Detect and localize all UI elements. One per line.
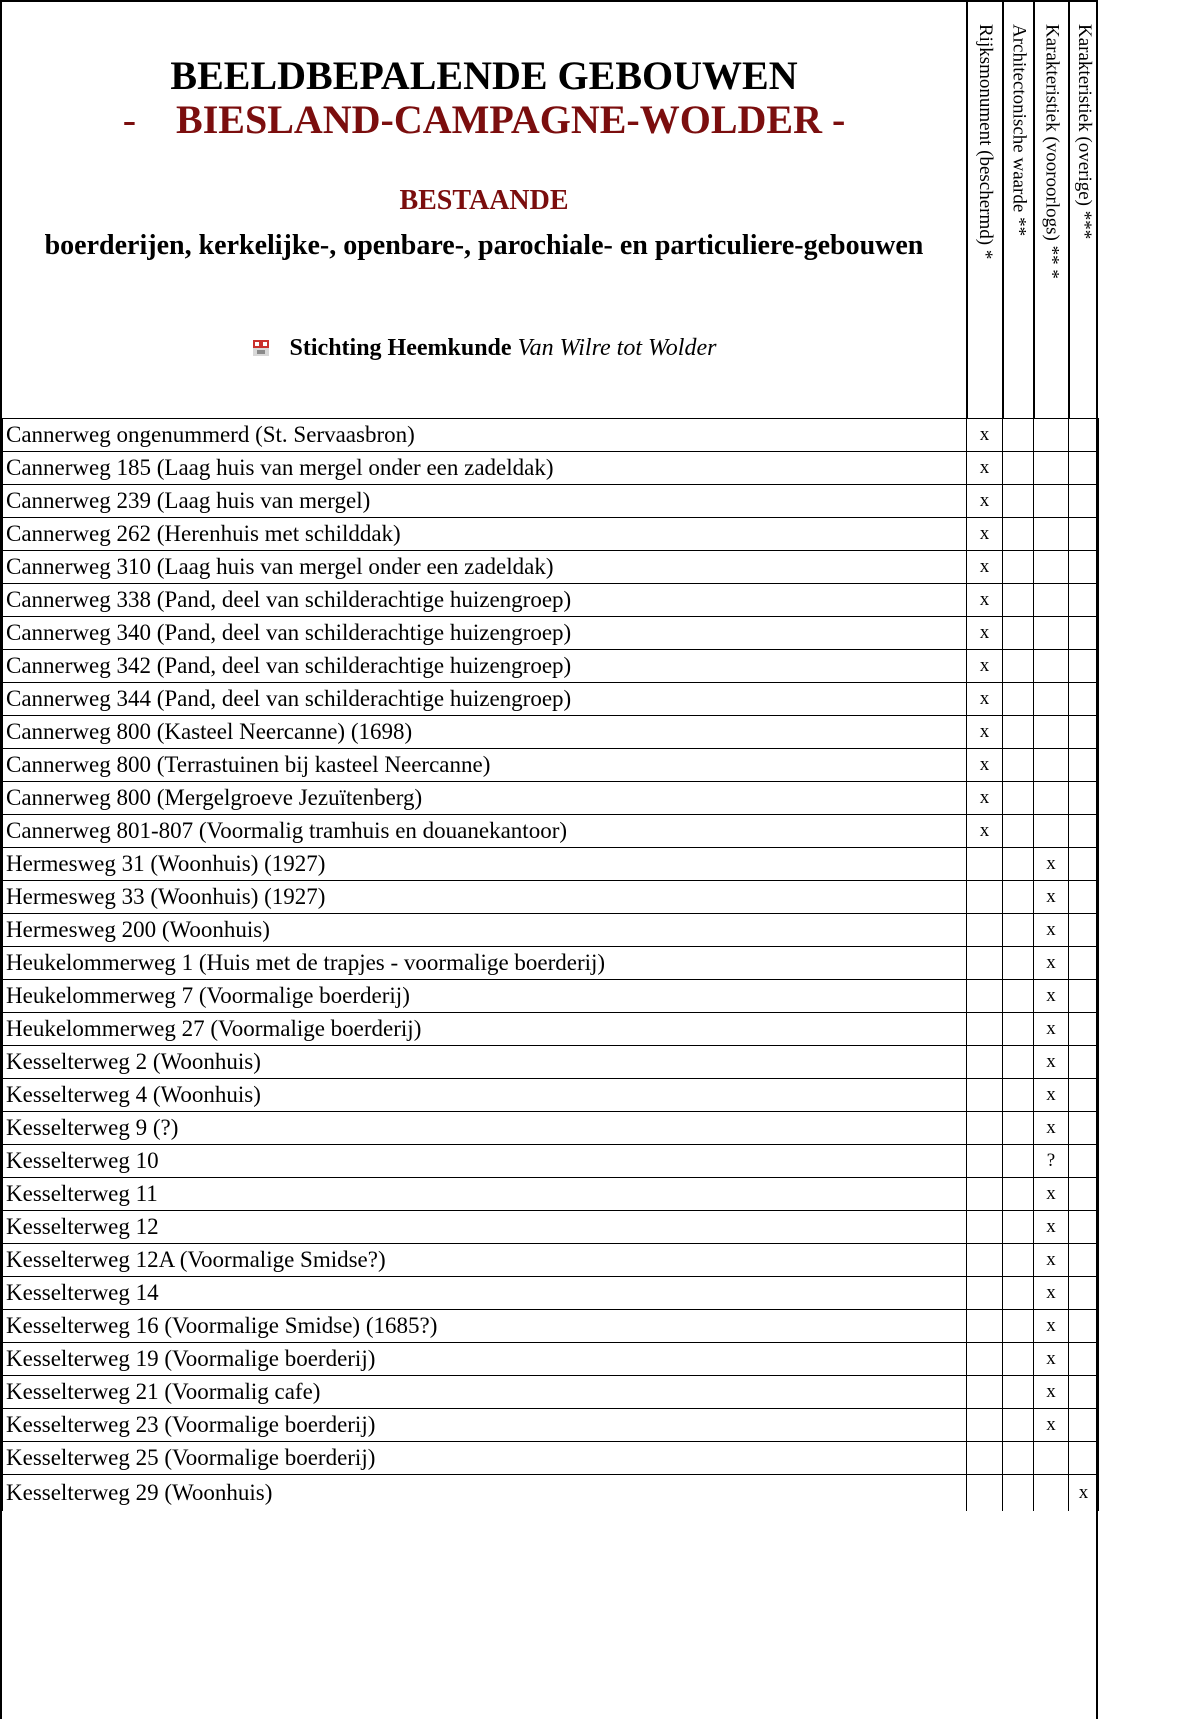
table-row — [3, 782, 1099, 815]
mark-cell-col1 — [967, 1475, 1003, 1512]
building-name-cell: Cannerweg 800 (Kasteel Neercanne) (1698) — [3, 716, 967, 749]
mark-cell-col4 — [1069, 518, 1099, 551]
building-types: boerderijen, kerkelijke-, openbare-, parochiale- en particuliere-gebouwen — [44, 230, 924, 261]
mark-cell-col3 — [1034, 617, 1069, 650]
mark-cell-col3: x — [1034, 914, 1069, 947]
mark-cell-col1 — [967, 947, 1003, 980]
table-row — [3, 1112, 1099, 1145]
building-name-cell: Kesselterweg 10 — [3, 1145, 967, 1178]
mark-cell-col3 — [1034, 782, 1069, 815]
mark-cell-col4 — [1069, 1079, 1099, 1112]
mark-cell-col4 — [1069, 683, 1099, 716]
mark-cell-col4 — [1069, 1376, 1099, 1409]
table-row — [3, 1343, 1099, 1376]
mark-cell-col3 — [1034, 1442, 1069, 1475]
building-name-cell: Kesselterweg 29 (Woonhuis) — [3, 1475, 967, 1512]
mark-cell-col4 — [1069, 716, 1099, 749]
mark-cell-col3 — [1034, 419, 1069, 452]
page-subtitle-area — [2, 96, 966, 143]
table-row — [3, 551, 1099, 584]
mark-cell-col2 — [1003, 782, 1034, 815]
mark-cell-col1: x — [967, 782, 1003, 815]
mark-cell-col2 — [1003, 1211, 1034, 1244]
building-name-cell: Kesselterweg 21 (Voormalig cafe) — [3, 1376, 967, 1409]
mark-cell-col4 — [1069, 848, 1099, 881]
table-row — [3, 650, 1099, 683]
mark-cell-col4 — [1069, 947, 1099, 980]
building-name-cell: Cannerweg 801-807 (Voormalig tramhuis en douanekantoor) — [3, 815, 967, 848]
mark-cell-col2 — [1003, 1013, 1034, 1046]
building-name-cell: Heukelommerweg 27 (Voormalige boerderij) — [3, 1013, 967, 1046]
mark-cell-col1 — [967, 1277, 1003, 1310]
mark-cell-col4: x — [1069, 1475, 1099, 1512]
mark-cell-col3: x — [1034, 947, 1069, 980]
building-name-cell: Kesselterweg 23 (Voormalige boerderij) — [3, 1409, 967, 1442]
mark-cell-col2 — [1003, 518, 1034, 551]
mark-cell-col3 — [1034, 518, 1069, 551]
table-row — [3, 1277, 1099, 1310]
mark-cell-col4 — [1069, 419, 1099, 452]
building-name-cell: Kesselterweg 12A (Voormalige Smidse?) — [3, 1244, 967, 1277]
mark-cell-col1: x — [967, 452, 1003, 485]
table-row — [3, 1211, 1099, 1244]
table-row — [3, 1079, 1099, 1112]
mark-cell-col1 — [967, 848, 1003, 881]
mark-cell-col4 — [1069, 1145, 1099, 1178]
column-header-vooroorlogs: Karakteristiek (vooroorlogs) ** * — [1033, 2, 1068, 418]
building-name-cell: Hermesweg 33 (Woonhuis) (1927) — [3, 881, 967, 914]
table-row — [3, 485, 1099, 518]
mark-cell-col4 — [1069, 914, 1099, 947]
building-name-cell: Cannerweg 344 (Pand, deel van schilderachtige huizengroep) — [3, 683, 967, 716]
mark-cell-col1 — [967, 1145, 1003, 1178]
mark-cell-col3: x — [1034, 881, 1069, 914]
mark-cell-col2 — [1003, 452, 1034, 485]
mark-cell-col1: x — [967, 617, 1003, 650]
building-name-cell: Kesselterweg 12 — [3, 1211, 967, 1244]
mark-cell-col1: x — [967, 716, 1003, 749]
building-name-cell: Hermesweg 200 (Woonhuis) — [3, 914, 967, 947]
mark-cell-col1: x — [967, 518, 1003, 551]
table-row — [3, 716, 1099, 749]
mark-cell-col1 — [967, 1079, 1003, 1112]
building-name-cell: Heukelommerweg 1 (Huis met de trapjes - voormalige boerderij) — [3, 947, 967, 980]
column-header-rijksmonument: Rijksmonument (beschermd) * — [966, 2, 1002, 418]
header-block — [2, 2, 966, 418]
column-header-architectonisch: Architectonische waarde ** — [1002, 2, 1033, 418]
building-name-cell: Cannerweg 185 (Laag huis van mergel onder een zadeldak) — [3, 452, 967, 485]
building-name-cell: Kesselterweg 14 — [3, 1277, 967, 1310]
building-name-cell: Kesselterweg 25 (Voormalige boerderij) — [3, 1442, 967, 1475]
mark-cell-col1 — [967, 881, 1003, 914]
mark-cell-col4 — [1069, 782, 1099, 815]
mark-cell-col3: x — [1034, 1013, 1069, 1046]
mark-cell-col1 — [967, 1013, 1003, 1046]
mark-cell-col2 — [1003, 1442, 1034, 1475]
buildings-table — [2, 418, 1099, 1511]
crest-icon — [252, 337, 270, 355]
building-name-cell: Cannerweg 239 (Laag huis van mergel) — [3, 485, 967, 518]
table-row — [3, 947, 1099, 980]
mark-cell-col1 — [967, 1178, 1003, 1211]
mark-cell-col3: ? — [1034, 1145, 1069, 1178]
building-name-cell: Cannerweg 310 (Laag huis van mergel onder een zadeldak) — [3, 551, 967, 584]
mark-cell-col3: x — [1034, 1310, 1069, 1343]
mark-cell-col2 — [1003, 749, 1034, 782]
mark-cell-col3: x — [1034, 848, 1069, 881]
mark-cell-col4 — [1069, 485, 1099, 518]
mark-cell-col2 — [1003, 1112, 1034, 1145]
mark-cell-col2 — [1003, 1244, 1034, 1277]
building-name-cell: Kesselterweg 9 (?) — [3, 1112, 967, 1145]
mark-cell-col1 — [967, 1376, 1003, 1409]
table-row — [3, 1244, 1099, 1277]
mark-cell-col4 — [1069, 1211, 1099, 1244]
table-row — [3, 452, 1099, 485]
table-row — [3, 1376, 1099, 1409]
mark-cell-col2 — [1003, 1343, 1034, 1376]
mark-cell-col3: x — [1034, 1112, 1069, 1145]
mark-cell-col2 — [1003, 551, 1034, 584]
mark-cell-col1 — [967, 1211, 1003, 1244]
table-row — [3, 1442, 1099, 1475]
mark-cell-col4 — [1069, 1013, 1099, 1046]
page-title: BEELDBEPALENDE GEBOUWEN — [170, 53, 798, 98]
mark-cell-col3: x — [1034, 1178, 1069, 1211]
organisation-credit — [2, 335, 966, 362]
table-row — [3, 1145, 1099, 1178]
building-name-cell: Cannerweg 338 (Pand, deel van schilderachtige huizengroep) — [3, 584, 967, 617]
mark-cell-col3: x — [1034, 1409, 1069, 1442]
building-name-cell: Cannerweg 800 (Terrastuinen bij kasteel Neercanne) — [3, 749, 967, 782]
table-row — [3, 1475, 1099, 1512]
area-name: BIESLAND-CAMPAGNE-WOLDER - — [176, 97, 846, 142]
building-name-cell: Cannerweg ongenummerd (St. Servaasbron) — [3, 419, 967, 452]
mark-cell-col2 — [1003, 914, 1034, 947]
mark-cell-col1 — [967, 914, 1003, 947]
mark-cell-col4 — [1069, 881, 1099, 914]
mark-cell-col2 — [1003, 485, 1034, 518]
organisation-name: Stichting Heemkunde — [289, 335, 512, 361]
table-row — [3, 1046, 1099, 1079]
mark-cell-col1: x — [967, 749, 1003, 782]
mark-cell-col2 — [1003, 617, 1034, 650]
mark-cell-col4 — [1069, 1409, 1099, 1442]
mark-cell-col1 — [967, 1244, 1003, 1277]
mark-cell-col1: x — [967, 650, 1003, 683]
mark-cell-col2 — [1003, 980, 1034, 1013]
table-row — [3, 914, 1099, 947]
mark-cell-col2 — [1003, 1475, 1034, 1512]
mark-cell-col2 — [1003, 1277, 1034, 1310]
mark-cell-col2 — [1003, 848, 1034, 881]
table-row — [3, 980, 1099, 1013]
mark-cell-col2 — [1003, 881, 1034, 914]
building-name-cell: Cannerweg 262 (Herenhuis met schilddak) — [3, 518, 967, 551]
building-name-cell: Hermesweg 31 (Woonhuis) (1927) — [3, 848, 967, 881]
mark-cell-col3: x — [1034, 1211, 1069, 1244]
mark-cell-col3: x — [1034, 1244, 1069, 1277]
mark-cell-col3 — [1034, 815, 1069, 848]
building-name-cell: Kesselterweg 11 — [3, 1178, 967, 1211]
building-name-cell: Cannerweg 340 (Pand, deel van schilderachtige huizengroep) — [3, 617, 967, 650]
table-row — [3, 815, 1099, 848]
mark-cell-col4 — [1069, 1343, 1099, 1376]
mark-cell-col3: x — [1034, 1079, 1069, 1112]
mark-cell-col2 — [1003, 815, 1034, 848]
mark-cell-col2 — [1003, 1178, 1034, 1211]
table-row — [3, 1178, 1099, 1211]
mark-cell-col1 — [967, 980, 1003, 1013]
mark-cell-col4 — [1069, 1112, 1099, 1145]
table-row — [3, 683, 1099, 716]
table-row — [3, 881, 1099, 914]
building-name-cell: Kesselterweg 19 (Voormalige boerderij) — [3, 1343, 967, 1376]
mark-cell-col3 — [1034, 683, 1069, 716]
mark-cell-col2 — [1003, 1310, 1034, 1343]
organisation-subtitle: Van Wilre tot Wolder — [517, 335, 717, 361]
mark-cell-col3 — [1034, 584, 1069, 617]
table-row — [3, 419, 1099, 452]
table-row — [3, 848, 1099, 881]
column-header-overige: Karakteristiek (overige) *** — [1068, 2, 1098, 418]
building-name-cell: Kesselterweg 16 (Voormalige Smidse) (1685?) — [3, 1310, 967, 1343]
building-name-cell: Kesselterweg 2 (Woonhuis) — [3, 1046, 967, 1079]
mark-cell-col1: x — [967, 485, 1003, 518]
mark-cell-col3 — [1034, 716, 1069, 749]
mark-cell-col4 — [1069, 1046, 1099, 1079]
mark-cell-col1 — [967, 1112, 1003, 1145]
mark-cell-col4 — [1069, 452, 1099, 485]
mark-cell-col1 — [967, 1343, 1003, 1376]
mark-cell-col3: x — [1034, 1376, 1069, 1409]
mark-cell-col4 — [1069, 1277, 1099, 1310]
title-dash: - — [122, 97, 137, 142]
mark-cell-col4 — [1069, 1244, 1099, 1277]
building-name-cell: Cannerweg 342 (Pand, deel van schilderachtige huizengroep) — [3, 650, 967, 683]
mark-cell-col1 — [967, 1046, 1003, 1079]
table-row — [3, 1409, 1099, 1442]
mark-cell-col1: x — [967, 419, 1003, 452]
mark-cell-col4 — [1069, 749, 1099, 782]
mark-cell-col4 — [1069, 1442, 1099, 1475]
mark-cell-col4 — [1069, 980, 1099, 1013]
mark-cell-col3 — [1034, 1475, 1069, 1512]
mark-cell-col2 — [1003, 1046, 1034, 1079]
table-row — [3, 617, 1099, 650]
mark-cell-col3 — [1034, 749, 1069, 782]
mark-cell-col3 — [1034, 485, 1069, 518]
table-row — [3, 584, 1099, 617]
mark-cell-col1 — [967, 1409, 1003, 1442]
mark-cell-col3: x — [1034, 1343, 1069, 1376]
building-name-cell: Kesselterweg 4 (Woonhuis) — [3, 1079, 967, 1112]
mark-cell-col3 — [1034, 650, 1069, 683]
mark-cell-col4 — [1069, 584, 1099, 617]
mark-cell-col2 — [1003, 584, 1034, 617]
mark-cell-col4 — [1069, 650, 1099, 683]
mark-cell-col2 — [1003, 1079, 1034, 1112]
mark-cell-col2 — [1003, 419, 1034, 452]
table-row — [3, 749, 1099, 782]
mark-cell-col3 — [1034, 452, 1069, 485]
mark-cell-col1: x — [967, 584, 1003, 617]
mark-cell-col1: x — [967, 683, 1003, 716]
mark-cell-col1 — [967, 1442, 1003, 1475]
building-name-cell: Cannerweg 800 (Mergelgroeve Jezuïtenberg) — [3, 782, 967, 815]
mark-cell-col4 — [1069, 1178, 1099, 1211]
mark-cell-col2 — [1003, 947, 1034, 980]
table-row — [3, 1310, 1099, 1343]
mark-cell-col2 — [1003, 1376, 1034, 1409]
mark-cell-col4 — [1069, 815, 1099, 848]
table-row — [3, 1013, 1099, 1046]
mark-cell-col2 — [1003, 1409, 1034, 1442]
mark-cell-col1: x — [967, 551, 1003, 584]
mark-cell-col3: x — [1034, 1046, 1069, 1079]
mark-cell-col2 — [1003, 716, 1034, 749]
status-heading: BESTAANDE — [399, 185, 569, 216]
mark-cell-col3 — [1034, 551, 1069, 584]
mark-cell-col2 — [1003, 1145, 1034, 1178]
mark-cell-col2 — [1003, 683, 1034, 716]
table-row — [3, 518, 1099, 551]
mark-cell-col4 — [1069, 1310, 1099, 1343]
mark-cell-col3: x — [1034, 980, 1069, 1013]
mark-cell-col3: x — [1034, 1277, 1069, 1310]
building-name-cell: Heukelommerweg 7 (Voormalige boerderij) — [3, 980, 967, 1013]
mark-cell-col4 — [1069, 551, 1099, 584]
mark-cell-col1 — [967, 1310, 1003, 1343]
mark-cell-col2 — [1003, 650, 1034, 683]
mark-cell-col1: x — [967, 815, 1003, 848]
mark-cell-col4 — [1069, 617, 1099, 650]
